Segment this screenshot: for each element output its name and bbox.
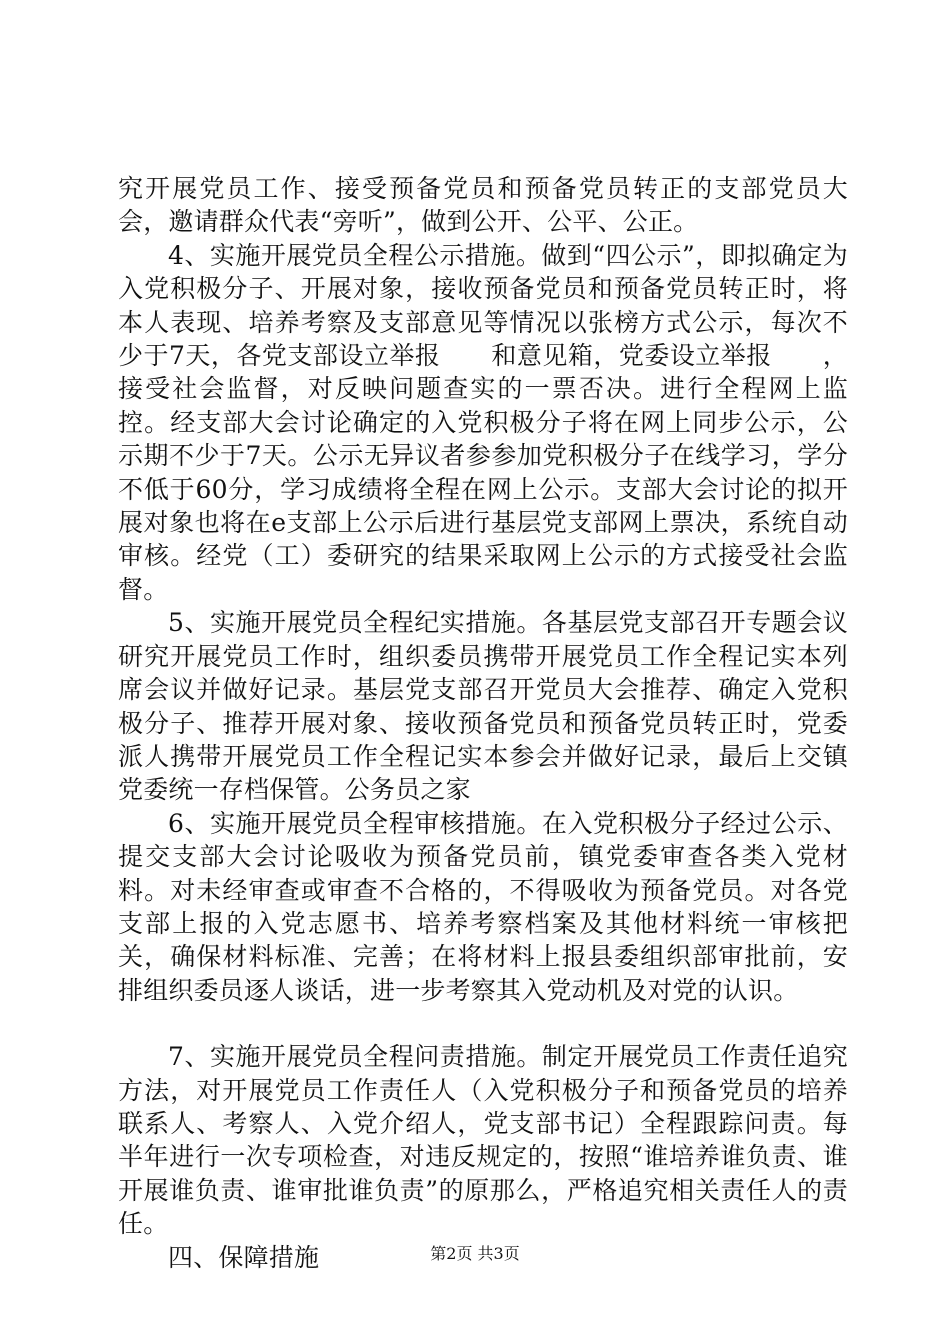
paragraph-item-4-public-notice: 4、实施开展党员全程公示措施。做到“四公示”，即拟确定为入党积极分子、开展对象，接收预备党员和预备党员转正时，将本人表现、培养考察及支部意见等情况以张榜方式公示，每次不少于7天，各党支部设立举报 和意见箱，党委设立举报 ，接受社会监督，对反映问题查实的一票否决。进行全程网上监控。经支部大会讨论确定的入党积极分子将在网上同步公示，公示期不少于7天。公示无异议者参参加党积极分子在线学习，学分不低于60分，学习成绩将全程在网上公示。支部大会讨论的拟开展对象也将在e支部上公示后进行基层党支部网上票决，系统自动审核。经党（工）委研究的结果采取网上公示的方式接受社会监督。	[118, 240, 848, 604]
paragraph-spacer	[118, 1007, 848, 1040]
paragraph-item-5-record: 5、实施开展党员全程纪实措施。各基层党支部召开专题会议研究开展党员工作时，组织委员携带开展党员工作全程记实本列席会议并做好记录。基层党支部召开党员大会推荐、确定入党积极分子、推荐开展对象、接收预备党员和预备党员转正时，党委派人携带开展党员工作全程记实本参会并做好记录，最后上交镇党委统一存档保管。公务员之家	[118, 608, 848, 805]
paragraph-item-6-review: 6、实施开展党员全程审核措施。在入党积极分子经过公示、提交支部大会讨论吸收为预备党员前，镇党委审查各类入党材料。对未经审查或审查不合格的，不得吸收为预备党员。对各党支部上报的入党志愿书、培养考察档案及其他材料统一审核把关，确保材料标准、完善；在将材料上报县委组织部审批前，安排组织委员逐人谈话，进一步考察其入党动机及对党的认识。	[118, 808, 848, 1005]
section-heading-safeguards: 四、保障措施	[168, 1242, 320, 1272]
paragraph-continuation: 究开展党员工作、接受预备党员和预备党员转正的支部党员大会，邀请群众代表“旁听”，做到公开、公平、公正。	[118, 174, 848, 237]
document-body	[118, 172, 848, 1274]
paragraph-item-7-accountability: 7、实施开展党员全程问责措施。制定开展党员工作责任追究方法，对开展党员工作责任人（入党积极分子和预备党员的培养联系人、考察人、入党介绍人，党支部书记）全程跟踪问责。每半年进行一次专项检查，对违反规定的，按照“谁培养谁负责、谁开展谁负责、谁审批谁负责”的原那么，严格追究相关责任人的责任。	[118, 1042, 848, 1239]
page-number-footer: 第2页 共3页	[430, 1244, 520, 1263]
